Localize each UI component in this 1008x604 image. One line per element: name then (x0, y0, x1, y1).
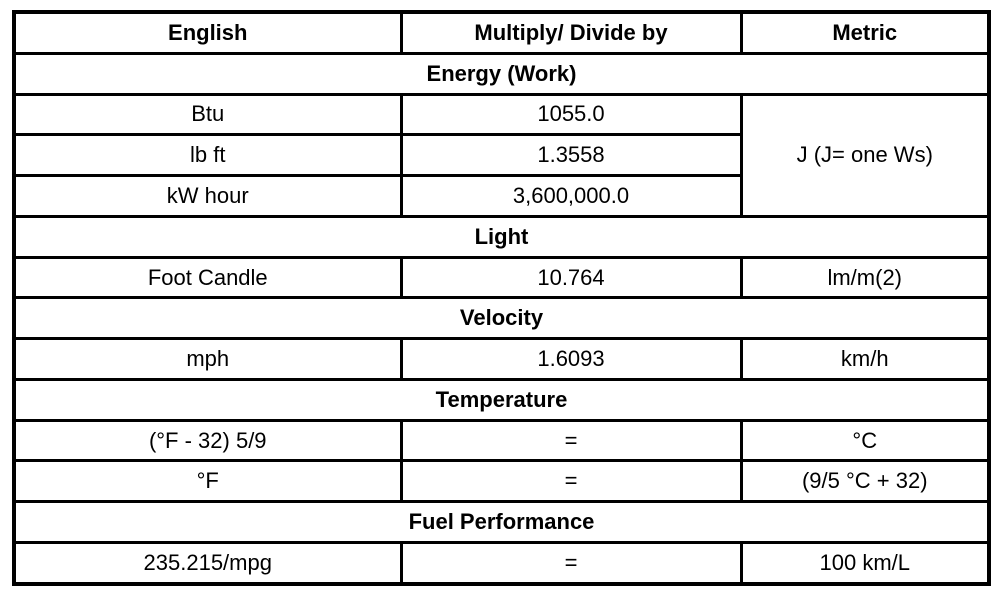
section-title-temperature: Temperature (14, 379, 989, 420)
section-row-energy (14, 53, 989, 94)
english-cell: mph (14, 339, 401, 380)
section-row-fuel (14, 502, 989, 543)
table-row (14, 257, 989, 298)
english-cell: Foot Candle (14, 257, 401, 298)
section-row-velocity (14, 298, 989, 339)
english-cell: (°F - 32) 5/9 (14, 420, 401, 461)
section-title-fuel: Fuel Performance (14, 502, 989, 543)
metric-cell: lm/m(2) (741, 257, 989, 298)
factor-cell: = (401, 543, 741, 585)
header-factor: Multiply/ Divide by (401, 12, 741, 53)
english-cell: lb ft (14, 135, 401, 176)
section-row-temperature (14, 379, 989, 420)
factor-cell: 1055.0 (401, 94, 741, 135)
metric-cell: km/h (741, 339, 989, 380)
table-row (14, 339, 989, 380)
section-row-light (14, 216, 989, 257)
factor-cell: = (401, 420, 741, 461)
header-english: English (14, 12, 401, 53)
header-metric: Metric (741, 12, 989, 53)
section-title-velocity: Velocity (14, 298, 989, 339)
section-title-light: Light (14, 216, 989, 257)
table-row (14, 461, 989, 502)
english-cell: °F (14, 461, 401, 502)
section-title-energy: Energy (Work) (14, 53, 989, 94)
factor-cell: 10.764 (401, 257, 741, 298)
table-row (14, 543, 989, 585)
factor-cell: 3,600,000.0 (401, 176, 741, 217)
metric-cell: °C (741, 420, 989, 461)
factor-cell: 1.6093 (401, 339, 741, 380)
table-row (14, 420, 989, 461)
factor-cell: 1.3558 (401, 135, 741, 176)
header-row (14, 12, 989, 53)
metric-cell: 100 km/L (741, 543, 989, 585)
english-cell: 235.215/mpg (14, 543, 401, 585)
english-cell: kW hour (14, 176, 401, 217)
english-cell: Btu (14, 94, 401, 135)
conversion-table (12, 10, 991, 586)
table-row (14, 94, 989, 135)
factor-cell: = (401, 461, 741, 502)
metric-cell-energy: J (J= one Ws) (741, 94, 989, 216)
metric-cell: (9/5 °C + 32) (741, 461, 989, 502)
